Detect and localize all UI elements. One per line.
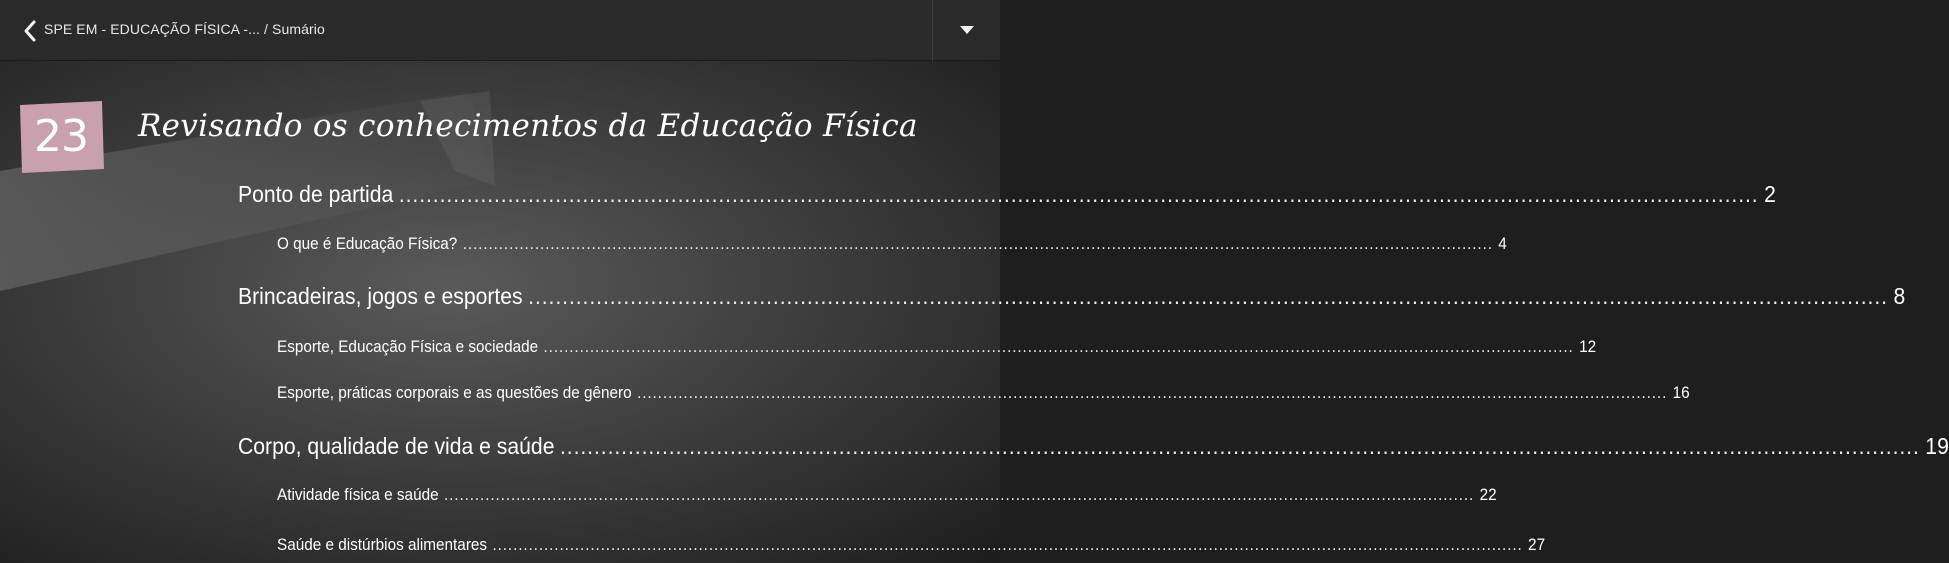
chapter-title: Revisando os conhecimentos da Educação Física (138, 108, 918, 144)
toc-leader-dots: ........................................................................................................................................................................................................ (462, 234, 1493, 253)
breadcrumb-separator: / (260, 21, 273, 37)
toc-entry[interactable] (238, 181, 1776, 208)
toc-leader-dots: ........................................................................................................................................................................................................ (444, 485, 1475, 504)
toc-entry-page: 22 (1479, 485, 1497, 504)
toc-entry[interactable] (277, 535, 1546, 555)
toc-entry[interactable] (277, 234, 1507, 254)
toc-leader-dots: ........................................................................................................................................................................................................ (559, 433, 1920, 459)
table-of-contents (0, 61, 1949, 563)
toc-entry[interactable] (277, 383, 1690, 403)
breadcrumb (44, 21, 325, 37)
toc-entry[interactable] (277, 485, 1497, 505)
breadcrumb-section[interactable]: Sumário (272, 21, 325, 37)
toc-entry-page: 19 (1925, 433, 1949, 459)
toc-entry[interactable] (238, 283, 1906, 310)
toc-entry-page: 4 (1498, 234, 1507, 253)
toc-entry-label: Esporte, práticas corporais e as questões de gênero (277, 383, 632, 402)
toc-entry-page: 16 (1672, 383, 1690, 402)
menu-dropdown-button[interactable] (933, 0, 1000, 61)
caret-down-icon (960, 26, 974, 35)
book-page (0, 61, 1949, 563)
toc-leader-dots: ........................................................................................................................................................................................................ (528, 283, 1888, 309)
toc-leader-dots: ........................................................................................................................................................................................................ (492, 535, 1523, 554)
toc-entry[interactable] (277, 337, 1597, 357)
chapter-number: 23 (34, 111, 88, 162)
top-bar (0, 0, 1000, 61)
toc-leader-dots: ........................................................................................................................................................................................................ (637, 383, 1668, 402)
toc-leader-dots: ........................................................................................................................................................................................................ (398, 181, 1759, 207)
chevron-left-icon (20, 18, 42, 44)
toc-entry-page: 27 (1528, 535, 1546, 554)
toc-entry-page: 2 (1764, 181, 1776, 207)
toc-entry-label: Esporte, Educação Física e sociedade (277, 337, 539, 356)
back-button[interactable] (20, 18, 42, 44)
toc-entry-label: Atividade física e saúde (277, 485, 439, 504)
toc-entry-label: Ponto de partida (238, 181, 394, 207)
toc-entry-label: O que é Educação Física? (277, 234, 458, 253)
toc-entry-page: 8 (1893, 283, 1906, 309)
toc-entry-label: Corpo, qualidade de vida e saúde (238, 433, 555, 459)
breadcrumb-book-title[interactable]: SPE EM - EDUCAÇÃO FÍSICA -... (44, 21, 261, 37)
toc-leader-dots: ........................................................................................................................................................................................................ (543, 337, 1574, 356)
toc-entry-label: Saúde e distúrbios alimentares (277, 535, 488, 554)
toc-entry-label: Brincadeiras, jogos e esportes (238, 283, 523, 309)
toc-entry-page: 12 (1579, 337, 1597, 356)
toc-entry[interactable] (238, 433, 1949, 460)
